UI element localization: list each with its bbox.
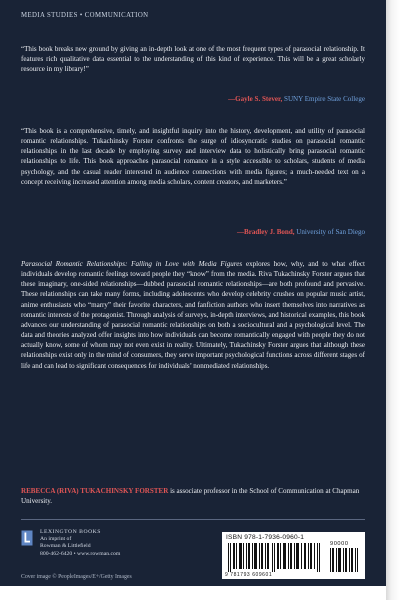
book-description [21, 259, 365, 371]
quote-2-affiliation: University of San Diego [296, 228, 365, 236]
endorsement-quote-1 [21, 44, 365, 74]
price-barcode-bars-icon [329, 548, 359, 572]
page-edge [386, 0, 400, 600]
description-body: explores how, why, and to what effect individuals develop romantic feelings toward people they “know” from the media. Riva Tukachinsky Forster argues that these imaginary, one-sided relationships—dubbed parasocial romantic relationships—are both profound and pervasive. These relationships can take many forms, including adolescents who develop celebrity crushes on popular music artist, anime enthusiasts who “marry” their favorite characters, and fanfiction authors who insert themselves into narratives as romantic interests of the protagonist. Through analysis of surveys, in-depth interviews, and historical examples, this book advances our understanding of parasocial romantic relationships on both a sociocultural and a psychological level. The data and theories analyzed offer insights into how individuals can become romantically engaged with people they do not actually know, some of whom may not even exist in reality. Ultimately, Tukachinsky Forster argues that although these relationships exist only in the mind of consumers, they serve important psychological functions across different stages of life and can lead to significant consequences for individuals’ nonmediated relationships. [21, 260, 365, 370]
author-name: REBECCA (RIVA) TUKACHINSKY FORSTER [21, 487, 169, 495]
price-code: 90000 [330, 541, 349, 547]
quote-2-author: —Bradley J. Bond, [236, 228, 295, 236]
quote-2-attribution [237, 228, 365, 236]
publisher-name: LEXINGTON BOOKS [40, 529, 101, 535]
isbn-text: ISBN 978-1-7936-0960-1 [226, 534, 305, 541]
publisher-info [40, 529, 120, 558]
category-header: MEDIA STUDIES • COMMUNICATION [21, 12, 149, 19]
barcode-digits: 9 781793 609601 [225, 572, 273, 578]
barcode-bars-icon [226, 543, 324, 572]
isbn-barcode [222, 532, 365, 579]
cover-image-credit: Cover image © PeopleImages/E+/Getty Images [21, 574, 132, 580]
quote-1-author: —Gayle S. Stever, [228, 95, 283, 103]
lexington-books-logo-icon [21, 530, 33, 546]
publisher-contact: 800-462-6420 • www.rowman.com [40, 550, 121, 557]
quote-1-text: “This book breaks new ground by giving an in-depth look at one of the most frequent types of parasocial relationship. It features rich qualitative data essential to the understanding of this kind of experience. This will be a great scholarly resource in my library!” [21, 45, 365, 74]
book-title-italic: Parasocial Romantic Relationships: Falling in Love with Media Figures [21, 260, 243, 268]
author-bio-text: is associate professor in the School of Communication at Chapman University. [21, 487, 360, 506]
quote-1-attribution [228, 95, 365, 103]
publisher-parent: Rowman & Littlefield [40, 543, 91, 550]
quote-2-text: “This book is a comprehensive, timely, and insightful inquiry into the history, development, and utility of parasocial romantic relationships. Tukachinsky Forster confronts the surge of idiosyncratic studies on parasocial romantic relationships in the last decade by employing survey and interview data to holistically bring parasocial romantic relationships to life. This book approaches parasocial romance in a style accessible to scholars, students of media psychology, and the casual reader interested in audience connections with media figures; a much-needed text on a concept receiving increased attention among media scholars, content creators, and marketers.” [21, 127, 365, 186]
divider [21, 519, 365, 520]
author-bio [21, 486, 365, 506]
publisher-imprint: An imprint of [40, 536, 72, 543]
quote-1-affiliation: SUNY Empire State College [284, 95, 365, 103]
endorsement-quote-2 [21, 126, 365, 187]
